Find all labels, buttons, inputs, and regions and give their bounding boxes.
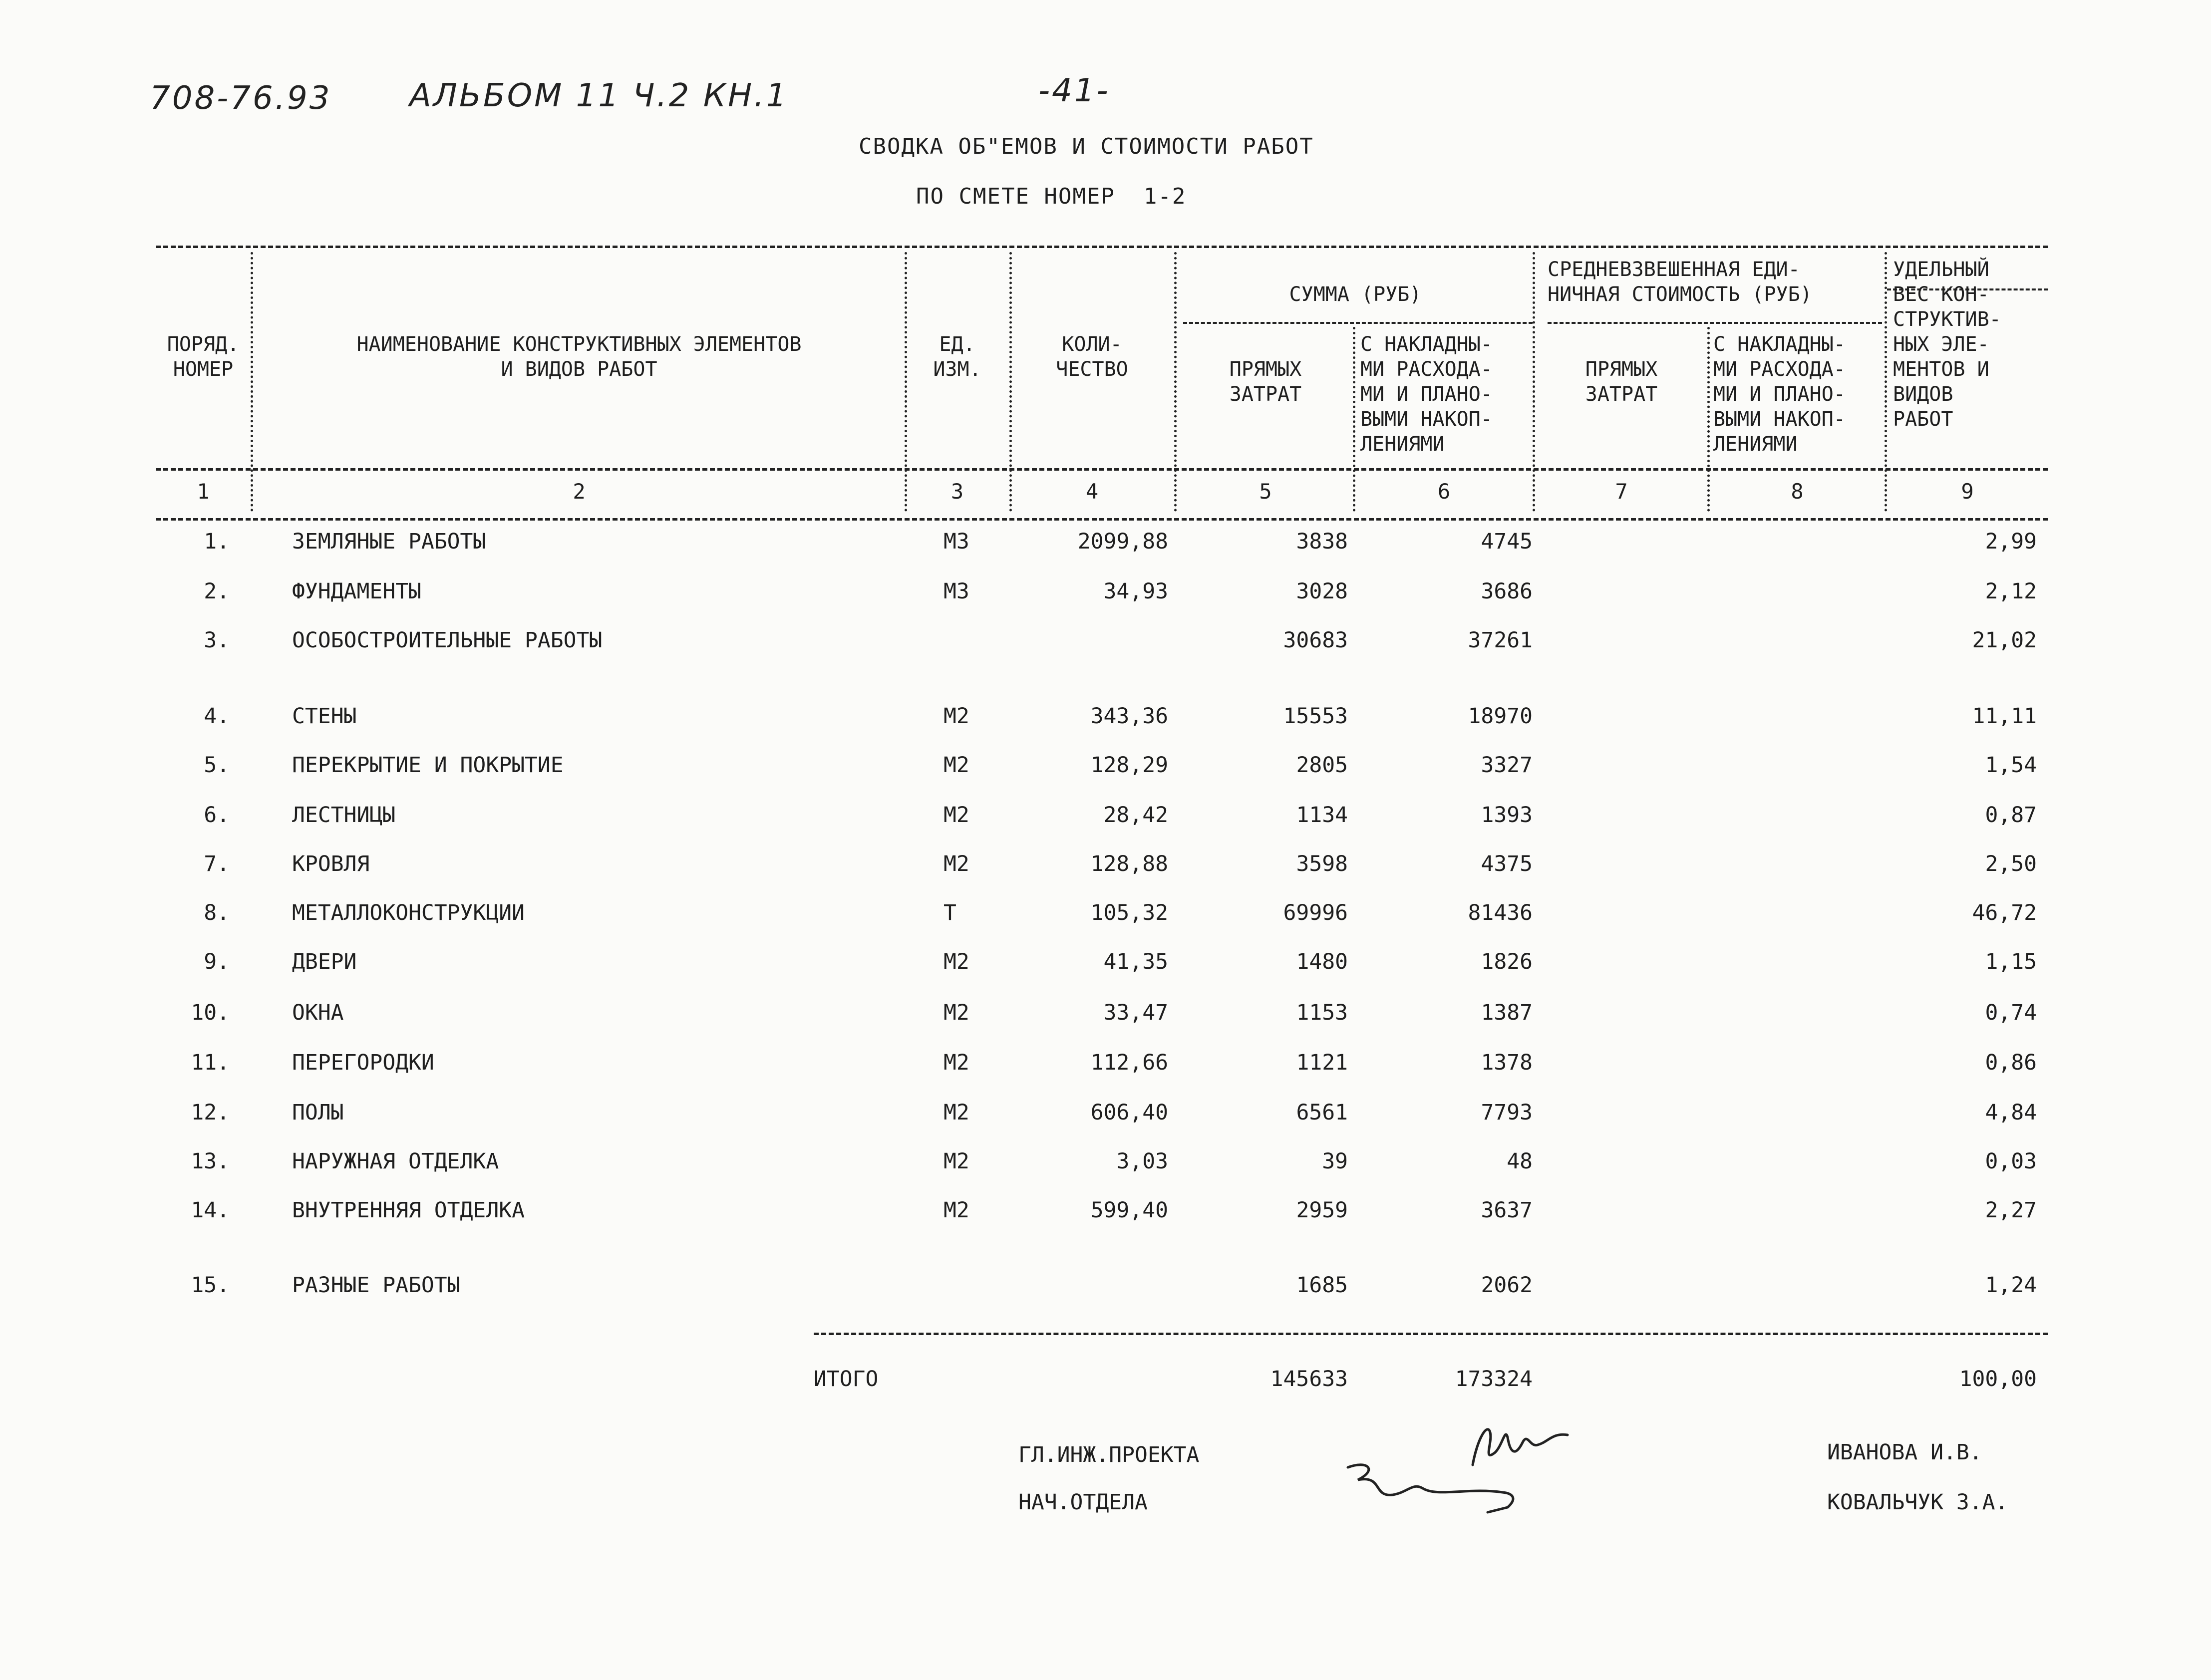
- row-quantity: 33,47: [1103, 1000, 1168, 1025]
- row-unit: М3: [944, 579, 969, 604]
- row-unit: М2: [944, 704, 969, 729]
- row-name: ОКНА: [292, 1000, 344, 1025]
- table-row: [0, 704, 2211, 734]
- row-direct-cost: 6561: [1296, 1100, 1348, 1125]
- row-quantity: 2099,88: [1077, 529, 1168, 554]
- row-share: 2,27: [1985, 1198, 2037, 1223]
- row-direct-cost: 1685: [1296, 1273, 1348, 1298]
- header-sum-direct: ПРЯМЫХ ЗАТРАТ: [1229, 358, 1302, 406]
- total-top-rule: [814, 1333, 2048, 1335]
- row-overhead-cost: 2062: [1481, 1273, 1533, 1298]
- row-unit: М2: [944, 1198, 969, 1223]
- column-number: 8: [1791, 479, 1804, 504]
- page-subtitle: ПО СМЕТЕ НОМЕР 1-2: [916, 184, 1187, 209]
- header-element-name: НАИМЕНОВАНИЕ КОНСТРУКТИВНЫХ ЭЛЕМЕНТОВ И ВИДОВ РАБОТ: [356, 333, 802, 381]
- row-overhead-cost: 3637: [1481, 1198, 1533, 1223]
- row-name: РАЗНЫЕ РАБОТЫ: [292, 1273, 460, 1298]
- row-overhead-cost: 7793: [1481, 1100, 1533, 1125]
- column-number: 5: [1259, 479, 1272, 504]
- row-unit: М2: [944, 949, 969, 974]
- table-row: [0, 628, 2211, 658]
- row-direct-cost: 2959: [1296, 1198, 1348, 1223]
- header-share: УДЕЛЬНЫЙ ВЕС КОН- СТРУКТИВ- НЫХ ЭЛЕ- МЕНТОВ И ВИДОВ РАБОТ: [1893, 258, 2001, 431]
- row-direct-cost: 3028: [1296, 579, 1348, 604]
- row-number: 1.: [204, 529, 230, 554]
- col-separator: [1533, 252, 1535, 512]
- row-name: ЛЕСТНИЦЫ: [292, 803, 396, 828]
- row-overhead-cost: 4745: [1481, 529, 1533, 554]
- avg-group-rule: [1548, 322, 1882, 324]
- row-number: 12.: [191, 1100, 230, 1125]
- signature-name-department-head: КОВАЛЬЧУК З.А.: [1827, 1490, 2008, 1515]
- album-reference: АЛЬБОМ 11 Ч.2 КН.1: [409, 77, 789, 114]
- table-row: [0, 900, 2211, 930]
- row-name: ДВЕРИ: [292, 949, 357, 974]
- row-share: 21,02: [1972, 628, 2037, 653]
- total-overhead-cost: 173324: [1455, 1367, 1533, 1392]
- row-share: 0,03: [1985, 1149, 2037, 1174]
- page-number: -41-: [1038, 72, 1110, 109]
- row-number: 8.: [204, 900, 230, 925]
- table-top-rule: [156, 246, 2048, 248]
- row-number: 13.: [191, 1149, 230, 1174]
- row-number: 7.: [204, 851, 230, 876]
- header-order-number: ПОРЯД. НОМЕР: [167, 333, 240, 381]
- row-overhead-cost: 3327: [1481, 753, 1533, 778]
- table-row: [0, 1273, 2211, 1303]
- row-number: 10.: [191, 1000, 230, 1025]
- row-share: 2,99: [1985, 529, 2037, 554]
- row-number: 11.: [191, 1050, 230, 1075]
- row-direct-cost: 1153: [1296, 1000, 1348, 1025]
- column-number: 4: [1085, 479, 1099, 504]
- row-number: 4.: [204, 704, 230, 729]
- row-name: ПЕРЕКРЫТИЕ И ПОКРЫТИЕ: [292, 753, 564, 778]
- row-quantity: 28,42: [1103, 803, 1168, 828]
- table-row: [0, 1050, 2211, 1080]
- table-row: [0, 1149, 2211, 1179]
- row-direct-cost: 1121: [1296, 1050, 1348, 1075]
- row-quantity: 128,88: [1090, 851, 1168, 876]
- row-unit: М2: [944, 1050, 969, 1075]
- row-name: СТЕНЫ: [292, 704, 357, 729]
- row-name: ПОЛЫ: [292, 1100, 344, 1125]
- row-direct-cost: 3838: [1296, 529, 1348, 554]
- header-sum-group: СУММА (РУБ): [1289, 283, 1422, 306]
- row-overhead-cost: 1387: [1481, 1000, 1533, 1025]
- total-label: ИТОГО: [814, 1367, 879, 1392]
- row-share: 1,15: [1985, 949, 2037, 974]
- row-unit: М2: [944, 1100, 969, 1125]
- row-unit: М2: [944, 1149, 969, 1174]
- col-separator: [251, 252, 253, 512]
- column-number: 7: [1615, 479, 1628, 504]
- row-number: 2.: [204, 579, 230, 604]
- row-quantity: 3,03: [1116, 1149, 1168, 1174]
- row-share: 2,50: [1985, 851, 2037, 876]
- signature-role-department-head: НАЧ.ОТДЕЛА: [1018, 1490, 1148, 1515]
- row-name: КРОВЛЯ: [292, 851, 370, 876]
- row-share: 0,74: [1985, 1000, 2037, 1025]
- total-share: 100,00: [1959, 1367, 2037, 1392]
- header-bottom-rule: [156, 468, 2048, 471]
- row-number: 5.: [204, 753, 230, 778]
- row-direct-cost: 15553: [1283, 704, 1348, 729]
- row-name: ФУНДАМЕНТЫ: [292, 579, 421, 604]
- row-name: НАРУЖНАЯ ОТДЕЛКА: [292, 1149, 499, 1174]
- row-number: 6.: [204, 803, 230, 828]
- row-share: 4,84: [1985, 1100, 2037, 1125]
- row-unit: М2: [944, 803, 969, 828]
- col-separator: [1174, 252, 1177, 512]
- row-name: ОСОБОСТРОИТЕЛЬНЫЕ РАБОТЫ: [292, 628, 603, 653]
- col-separator: [905, 252, 907, 512]
- signature-name-chief-engineer: ИВАНОВА И.В.: [1827, 1440, 1982, 1465]
- row-quantity: 105,32: [1090, 900, 1168, 925]
- row-direct-cost: 1134: [1296, 803, 1348, 828]
- row-share: 46,72: [1972, 900, 2037, 925]
- row-overhead-cost: 1826: [1481, 949, 1533, 974]
- row-overhead-cost: 81436: [1468, 900, 1533, 925]
- row-unit: Т: [944, 900, 956, 925]
- column-number: 3: [950, 479, 964, 504]
- column-number: 2: [573, 479, 586, 504]
- row-unit: М3: [944, 529, 969, 554]
- row-overhead-cost: 1393: [1481, 803, 1533, 828]
- header-avg-overhead: С НАКЛАДНЫ- МИ РАСХОДА- МИ И ПЛАНО- ВЫМИ НАКОП- ЛЕНИЯМИ: [1713, 333, 1846, 456]
- page-title: СВОДКА ОБ"ЕМОВ И СТОИМОСТИ РАБОТ: [859, 134, 1314, 159]
- table-row: [0, 803, 2211, 833]
- row-quantity: 112,66: [1090, 1050, 1168, 1075]
- row-number: 15.: [191, 1273, 230, 1298]
- row-name: ЗЕМЛЯНЫЕ РАБОТЫ: [292, 529, 486, 554]
- row-name: ВНУТРЕННЯЯ ОТДЕЛКА: [292, 1198, 525, 1223]
- row-quantity: 606,40: [1090, 1100, 1168, 1125]
- row-quantity: 128,29: [1090, 753, 1168, 778]
- table-row: [0, 1198, 2211, 1228]
- row-name: МЕТАЛЛОКОНСТРУКЦИИ: [292, 900, 525, 925]
- row-share: 1,24: [1985, 1273, 2037, 1298]
- total-direct-cost: 145633: [1270, 1367, 1348, 1392]
- column-numbers-rule: [156, 518, 2048, 521]
- row-unit: М2: [944, 753, 969, 778]
- row-quantity: 343,36: [1090, 704, 1168, 729]
- document-code: 708-76.93: [150, 80, 332, 117]
- table-row: [0, 529, 2211, 559]
- col-separator: [1009, 252, 1012, 512]
- header-avg-direct: ПРЯМЫХ ЗАТРАТ: [1585, 358, 1658, 406]
- row-direct-cost: 3598: [1296, 851, 1348, 876]
- row-quantity: 599,40: [1090, 1198, 1168, 1223]
- row-number: 14.: [191, 1198, 230, 1223]
- handwritten-signature-icon: [1338, 1457, 1548, 1522]
- row-name: ПЕРЕГОРОДКИ: [292, 1050, 434, 1075]
- row-share: 2,12: [1985, 579, 2037, 604]
- row-share: 1,54: [1985, 753, 2037, 778]
- table-row: [0, 1100, 2211, 1130]
- table-row: [0, 753, 2211, 783]
- row-overhead-cost: 37261: [1468, 628, 1533, 653]
- row-direct-cost: 1480: [1296, 949, 1348, 974]
- table-row: [0, 851, 2211, 881]
- column-number: 9: [1961, 479, 1974, 504]
- row-quantity: 41,35: [1103, 949, 1168, 974]
- header-sum-overhead: С НАКЛАДНЫ- МИ РАСХОДА- МИ И ПЛАНО- ВЫМИ НАКОП- ЛЕНИЯМИ: [1360, 333, 1493, 456]
- total-row: [0, 1367, 2211, 1397]
- row-share: 11,11: [1972, 704, 2037, 729]
- header-quantity: КОЛИ- ЧЕСТВО: [1056, 333, 1128, 381]
- row-unit: М2: [944, 851, 969, 876]
- row-number: 9.: [204, 949, 230, 974]
- table-row: [0, 579, 2211, 609]
- row-overhead-cost: 18970: [1468, 704, 1533, 729]
- sum-group-rule: [1183, 322, 1533, 324]
- row-direct-cost: 2805: [1296, 753, 1348, 778]
- col-separator: [1885, 252, 1887, 512]
- signature-role-chief-engineer: ГЛ.ИНЖ.ПРОЕКТА: [1018, 1442, 1200, 1467]
- header-unit: ЕД. ИЗМ.: [933, 333, 981, 381]
- row-overhead-cost: 48: [1507, 1149, 1533, 1174]
- row-overhead-cost: 4375: [1481, 851, 1533, 876]
- column-number: 6: [1437, 479, 1451, 504]
- row-overhead-cost: 1378: [1481, 1050, 1533, 1075]
- header-avg-group: СРЕДНЕВЗВЕШЕННАЯ ЕДИ- НИЧНАЯ СТОИМОСТЬ (РУБ): [1548, 258, 1812, 306]
- row-direct-cost: 30683: [1283, 628, 1348, 653]
- row-share: 0,87: [1985, 803, 2037, 828]
- row-direct-cost: 69996: [1283, 900, 1348, 925]
- table-row: [0, 1000, 2211, 1030]
- row-share: 0,86: [1985, 1050, 2037, 1075]
- row-quantity: 34,93: [1103, 579, 1168, 604]
- row-overhead-cost: 3686: [1481, 579, 1533, 604]
- column-number: 1: [197, 479, 210, 504]
- table-row: [0, 949, 2211, 979]
- row-direct-cost: 39: [1322, 1149, 1348, 1174]
- row-number: 3.: [204, 628, 230, 653]
- row-unit: М2: [944, 1000, 969, 1025]
